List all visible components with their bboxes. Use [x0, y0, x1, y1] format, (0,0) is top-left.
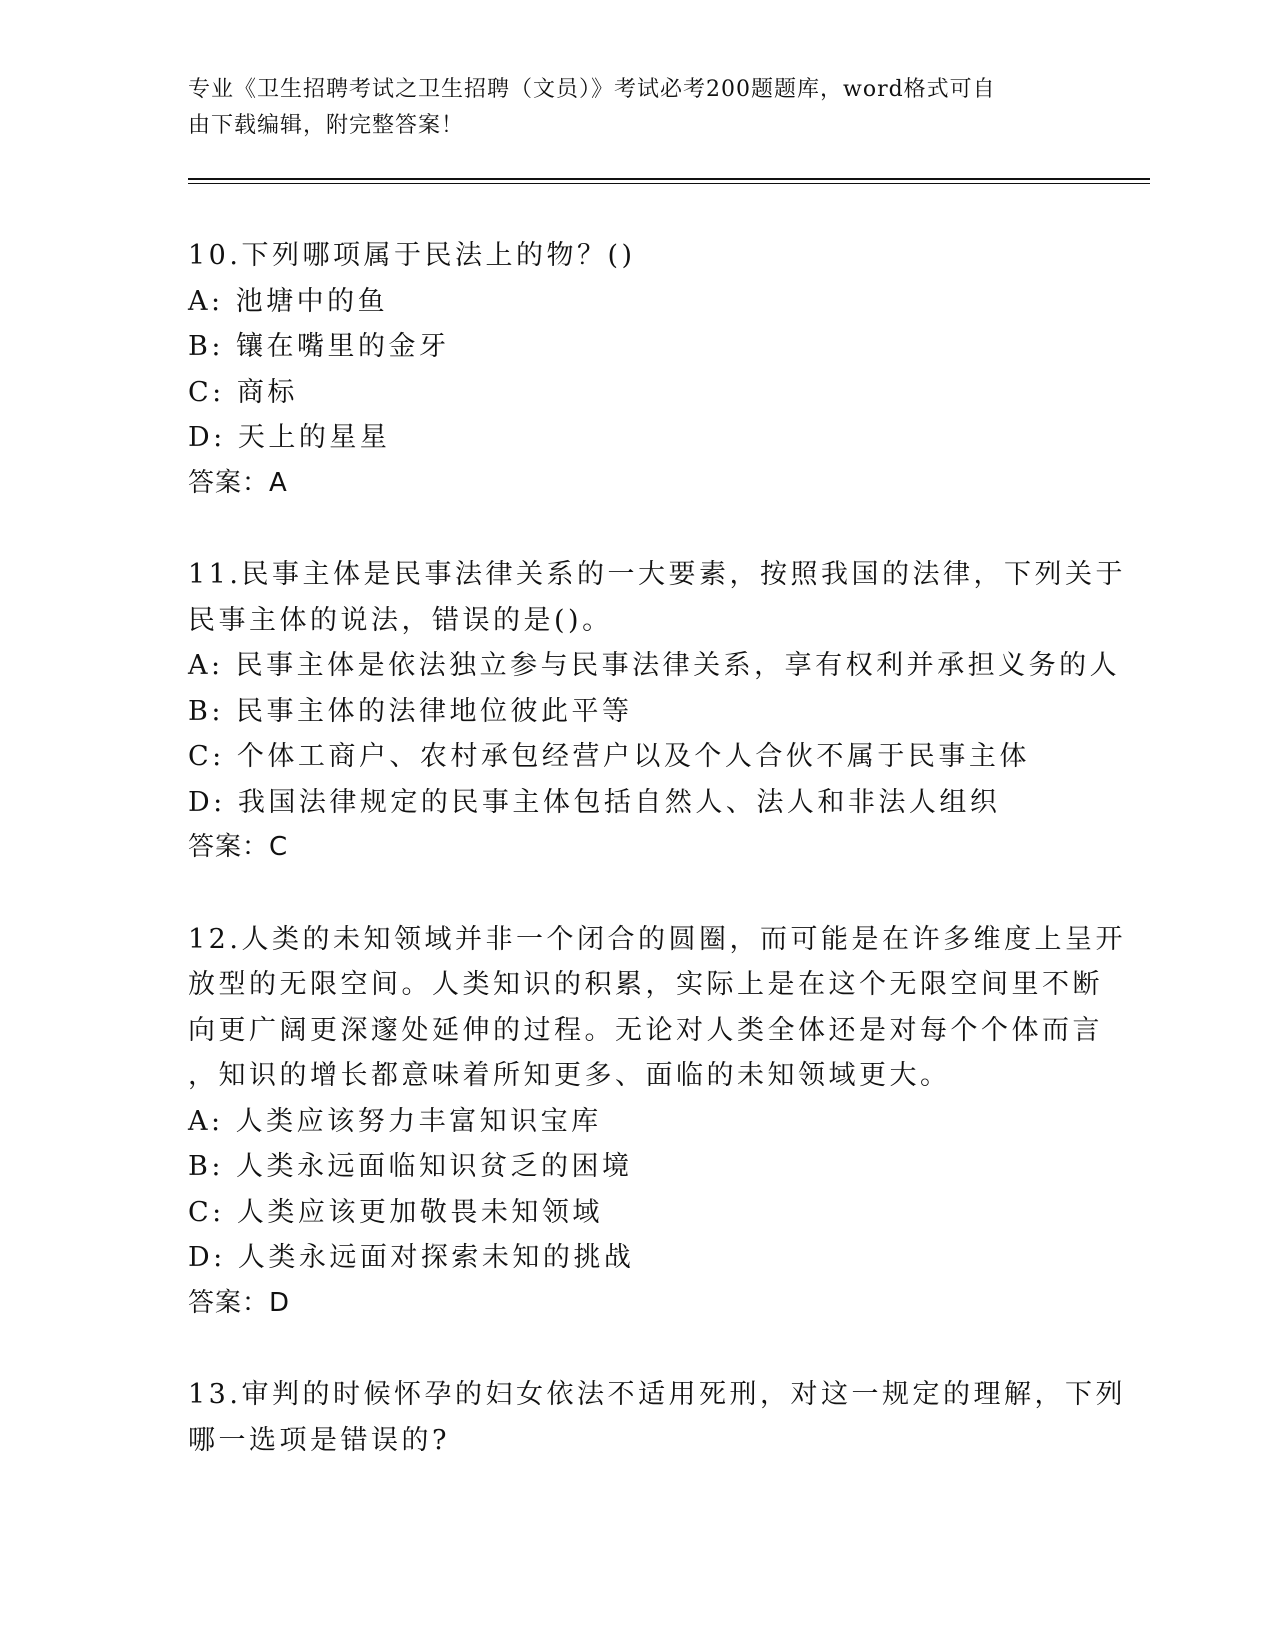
- question-text: 13.审判的时候怀孕的妇女依法不适用死刑，对这一规定的理解，下列: [188, 1379, 1126, 1410]
- option-c: C: 个体工商户、农村承包经营户以及个人合伙不属于民事主体: [188, 741, 1030, 772]
- option-d: D: 我国法律规定的民事主体包括自然人、法人和非法人组织: [188, 786, 1001, 818]
- option-d: D: 天上的星星: [188, 422, 391, 453]
- header-divider-thick: [188, 178, 1150, 180]
- answer-label: 答案：C: [188, 832, 289, 862]
- option-b: B: 人类永远面临知识贫乏的困境: [188, 1151, 633, 1182]
- option-d: D: 人类永远面对探索未知的挑战: [188, 1242, 635, 1273]
- header-line-2: 由下载编辑，附完整答案！: [188, 113, 465, 138]
- question-text: 放型的无限空间。人类知识的积累，实际上是在这个无限空间里不断: [188, 969, 1103, 1000]
- question-text: 民事主体的说法，错误的是()。: [188, 604, 613, 636]
- question-13: [188, 1372, 1126, 1463]
- question-text: 哪一选项是错误的?: [188, 1424, 450, 1456]
- question-text: 向更广阔更深邃处延伸的过程。无论对人类全体还是对每个个体而言: [188, 1014, 1103, 1046]
- answer-label: 答案：D: [188, 1287, 291, 1318]
- header-divider-thin: [188, 183, 1150, 184]
- option-b: B: 民事主体的法律地位彼此平等: [188, 695, 633, 727]
- option-c: C: 商标: [188, 376, 298, 408]
- answer-label: 答案：A: [188, 467, 288, 498]
- question-11: [188, 552, 1126, 871]
- option-b: B: 镶在嘴里的金牙: [188, 331, 450, 362]
- option-a: A: 人类应该努力丰富知识宝库: [188, 1105, 602, 1137]
- header-line-1: 专业《卫生招聘考试之卫生招聘（文员）》考试必考200题题库，word格式可自: [188, 77, 996, 102]
- option-a: A: 民事主体是依法独立参与民事法律关系，享有权利并承担义务的人: [188, 650, 1121, 681]
- document-header: [188, 72, 1068, 144]
- question-12: [188, 917, 1126, 1327]
- option-c: C: 人类应该更加敬畏未知领域: [188, 1196, 603, 1228]
- question-text: ，知识的增长都意味着所知更多、面临的未知领域更大。: [188, 1060, 951, 1091]
- question-text: 12.人类的未知领域并非一个闭合的圆圈，而可能是在许多维度上呈开: [188, 923, 1126, 955]
- question-list: [188, 233, 1126, 1509]
- question-text: 11.民事主体是民事法律关系的一大要素，按照我国的法律，下列关于: [188, 559, 1126, 590]
- question-10: [188, 233, 1088, 506]
- question-text: 10.下列哪项属于民法上的物？(): [188, 240, 636, 271]
- option-a: A: 池塘中的鱼: [188, 285, 389, 317]
